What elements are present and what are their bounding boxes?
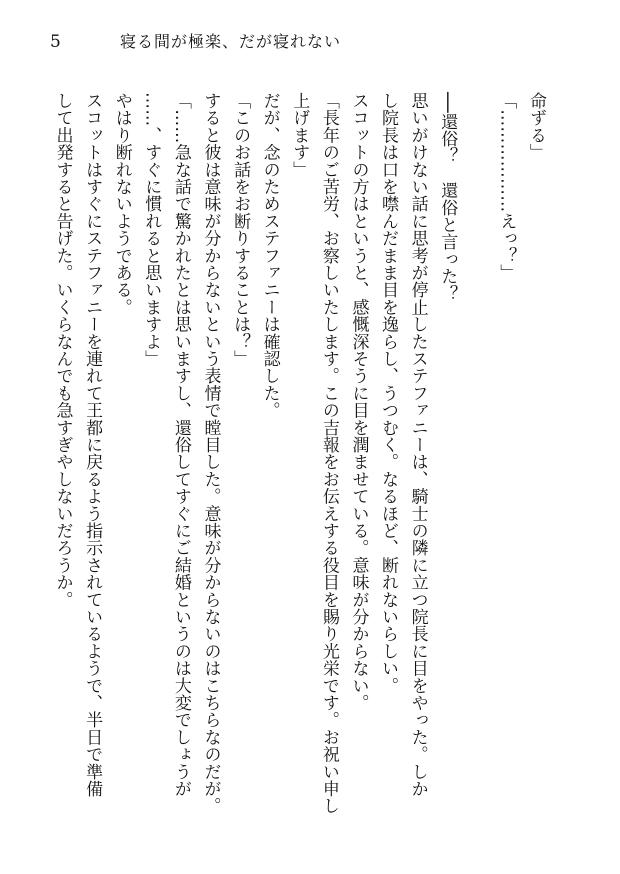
vertical-body-text <box>52 92 550 852</box>
text-line: ……、すぐに慣れると思いますよ」 <box>141 92 162 368</box>
text-line: やはり断れないようである。 <box>111 92 132 316</box>
text-line: 「……急な話で驚かれたとは思いますし、還俗してすぐにご結婚というのは大変でしょうが <box>170 92 191 798</box>
text-line: だが、念のためステファニーは確認した。 <box>259 92 280 419</box>
chapter-title: 寝る間が極楽、だが寝れない <box>120 32 342 51</box>
page-number: 5 <box>50 32 61 52</box>
text-line: 「このお話をお断りすることは？」 <box>230 92 251 368</box>
text-line: ──還俗？ 還俗と言った？ <box>437 92 458 303</box>
text-line: すると彼は意味が分からないという表情で瞠目した。意味が分からないのはこちらなのだが。 <box>200 92 221 815</box>
text-line: し院長は口を噤んだまま目を逸らし、うつむく。なるほど、断れないらしい。 <box>378 92 399 694</box>
text-line: 「長年のご苦労、お察しいたします。この吉報をお伝えする役目を賜り光栄です。お祝い申し <box>318 92 339 815</box>
text-line: 命ずる」 <box>526 92 546 161</box>
text-line: 上げます」 <box>289 92 310 178</box>
text-line: スコットの方はというと、感慨深そうに目を潤ませている。意味が分からない。 <box>348 92 369 712</box>
text-line: して出発すると告げた。いくらなんでも急すぎやしないだろうか。 <box>52 92 73 608</box>
blank-line <box>461 92 491 852</box>
text-line: 「………………えっ？」 <box>496 92 517 282</box>
text-line: スコットはすぐにステファニーを連れて王都に戻るよう指示されているようで、半日で準備 <box>82 92 103 798</box>
text-line: 思いがけない話に思考が停止したステファニーは、騎士の隣に立つ院長に目をやった。しか <box>407 92 428 798</box>
